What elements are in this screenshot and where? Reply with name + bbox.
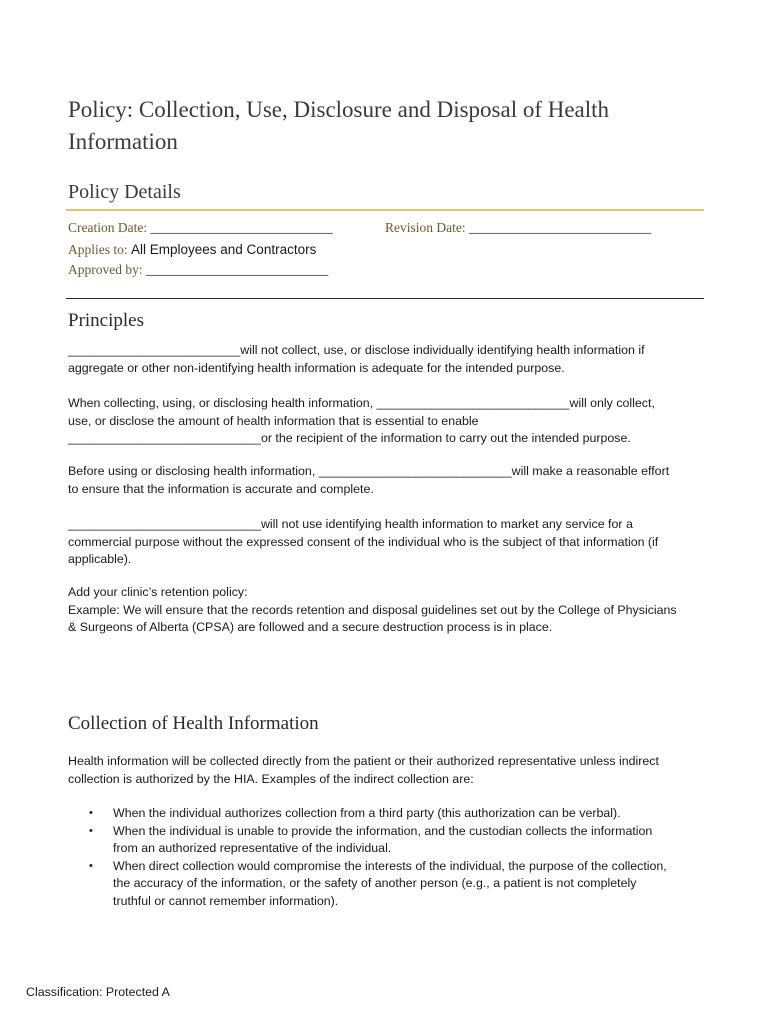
text-line: Example: We will ensure that the records retention and disposal guidelines set out by the College of Physicians <box>68 602 677 617</box>
applies-to-field <box>68 242 316 258</box>
text-line: _________________________will not collect, use, or disclose individually identifying health information if <box>68 343 645 357</box>
classification-footer: Classification: Protected A <box>26 985 170 999</box>
list-item <box>68 823 708 858</box>
principles-paragraph-3 <box>68 463 700 498</box>
text-line: When the individual is unable to provide the information, and the custodian collects the information <box>113 823 653 838</box>
text-line: truthful or cannot remember information). <box>113 893 339 908</box>
bullet-icon: • <box>89 824 93 837</box>
principles-paragraph-1 <box>68 342 700 377</box>
text-line: commercial purpose without the expressed consent of the individual who is the subject of that information (if <box>68 534 659 549</box>
creation-date-value: ___________________________ <box>150 220 333 235</box>
policy-details-heading: Policy Details <box>68 181 181 203</box>
applies-to-label: Applies to: <box>68 242 128 257</box>
text-line: Before using or disclosing health information, ____________________________will make a reasonable effort <box>68 464 670 478</box>
indirect-collection-list <box>68 805 708 910</box>
text-line: Health information will be collected directly from the patient or their authorized representative unless indirect <box>68 754 659 768</box>
details-divider <box>66 209 704 211</box>
revision-date-label: Revision Date: <box>385 220 466 235</box>
text-line: aggregate or other non-identifying health information is adequate for the intended purpose. <box>68 360 565 375</box>
retention-policy-paragraph <box>68 584 700 637</box>
text-line: When the individual authorizes collection from a third party (this authorization can be verbal). <box>113 806 621 820</box>
principles-paragraph-4 <box>68 516 700 569</box>
text-line: collection is authorized by the HIA. Examples of the indirect collection are: <box>68 771 474 786</box>
text-line: from an authorized representative of the individual. <box>113 841 392 855</box>
principles-heading: Principles <box>68 310 144 331</box>
text-line: to ensure that the information is accurate and complete. <box>68 481 374 496</box>
text-line: When collecting, using, or disclosing health information, ____________________________will only collect, <box>68 396 655 410</box>
list-item <box>68 858 708 911</box>
principles-paragraph-2 <box>68 395 700 448</box>
bullet-icon: • <box>89 807 93 819</box>
collection-heading: Collection of Health Information <box>68 713 319 734</box>
document-title: Policy: Collection, Use, Disclosure and Disposal of Health Information <box>68 97 610 154</box>
text-line: use, or disclose the amount of health information that is essential to enable <box>68 413 479 428</box>
creation-date-label: Creation Date: <box>68 220 148 235</box>
section-divider <box>66 298 704 299</box>
list-item <box>68 805 708 823</box>
text-line: Add your clinic’s retention policy: <box>68 585 248 599</box>
revision-date-field <box>385 220 651 236</box>
text-line: applicable). <box>68 552 132 566</box>
applies-to-value: All Employees and Contractors <box>131 242 317 257</box>
text-line: ____________________________or the recipient of the information to carry out the intended purpose. <box>68 431 631 445</box>
bullet-icon: • <box>89 859 93 872</box>
text-line: & Surgeons of Alberta (CPSA) are followed and a secure destruction process is in place. <box>68 620 553 634</box>
approved-by-field <box>68 262 328 278</box>
creation-date-field <box>68 220 333 236</box>
text-line: the accuracy of the information, or the safety of another person (e.g., a patient is not completely <box>113 876 637 890</box>
collection-intro-paragraph <box>68 753 700 788</box>
text-line: ____________________________will not use identifying health information to market any service for a <box>68 517 633 531</box>
approved-by-label: Approved by: <box>68 262 143 277</box>
approved-by-value: ___________________________ <box>146 262 329 277</box>
text-line: When direct collection would compromise the interests of the individual, the purpose of the collection, <box>113 858 667 873</box>
revision-date-value: ___________________________ <box>469 220 652 235</box>
